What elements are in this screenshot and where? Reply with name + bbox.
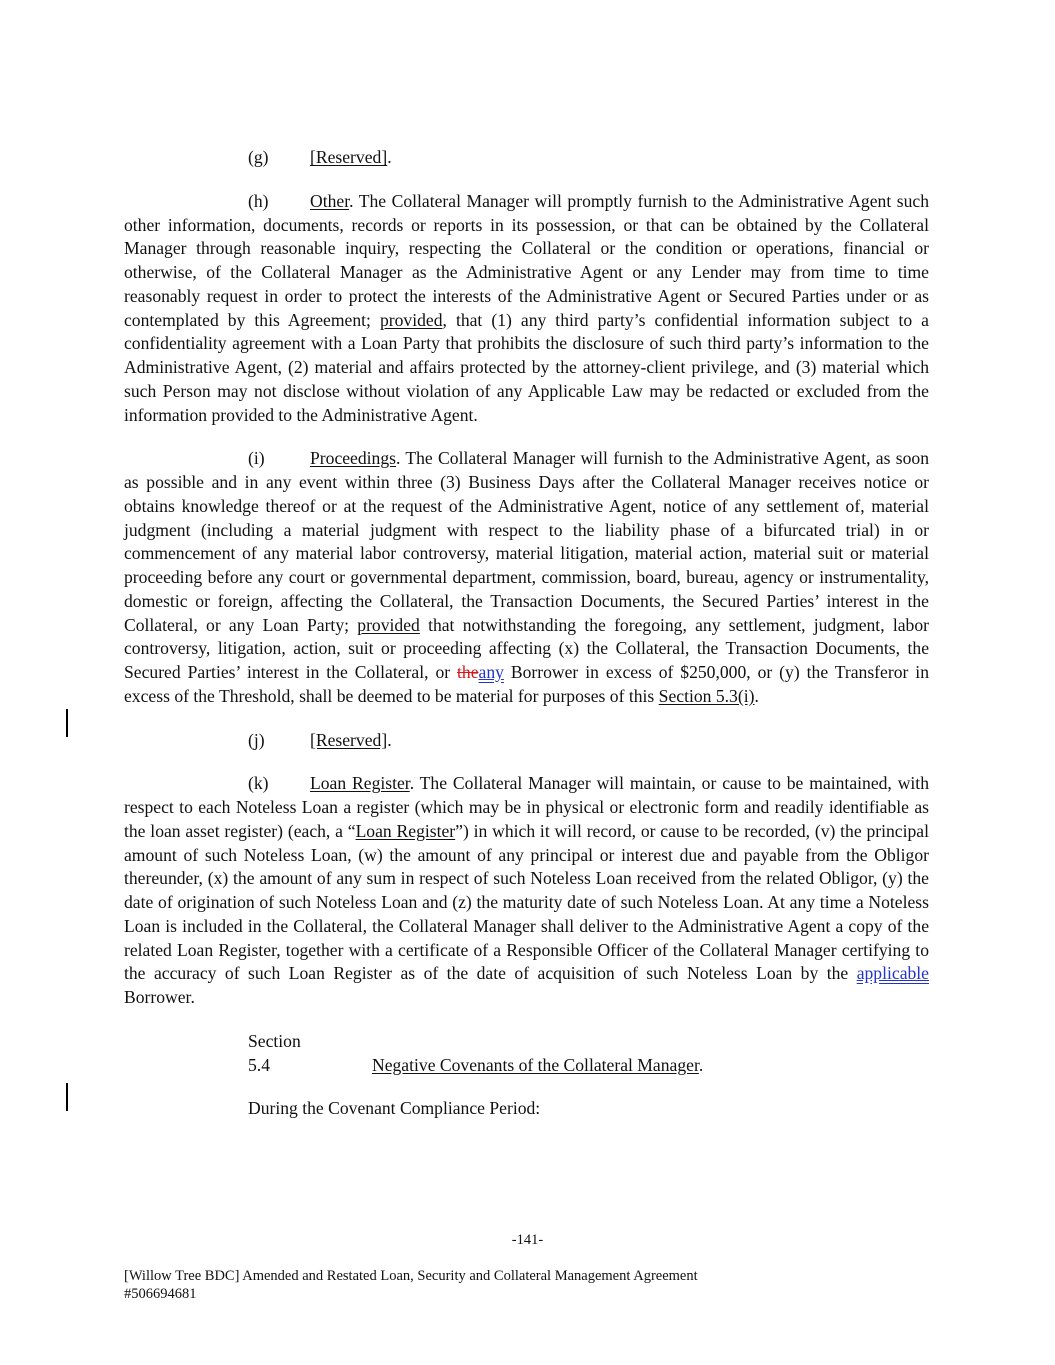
section-title: [Reserved] [310, 729, 388, 750]
section-j: (j) [Reserved]. [124, 729, 929, 753]
deleted-text: the [457, 662, 479, 682]
enum-label: (h) [248, 190, 269, 211]
section-i: (i) Proceedings. The Collateral Manager will furnish to the Administrative Agent, as soon as possible and in any event within three (3) Business Days after the Collateral Manager receives notice or obtains knowledge thereof or at the request of the Administrative Agent, notice of any settlement of, material judgment (including a material judgment with respect to the liability phase of a bifurcated trial) in or commencement of any material labor controversy, material litigation, material action, material suit or material proceeding before any court or governmental department, commission, board, bureau, agency or instrumentality, domestic or foreign, affecting the Collateral, the Transaction Documents, the Secured Parties’ interest in the Collateral, or any Loan Party; provided that notwithstanding the foregoing, any settlement, judgment, labor controversy, litigation, action, suit or proceeding affecting (x) the Collateral, the Transaction Documents, the Secured Parties’ interest in the Collateral, or theany Borrower in excess of $250,000, or (y) the Transferor in excess of the Threshold, shall be deemed to be material for purposes of this Section 5.3(i). [124, 448, 929, 706]
enum-label: (j) [248, 729, 265, 750]
section-h: (h) Other. The Collateral Manager will promptly furnish to the Administrative Agent such other information, documents, records or reports in its possession, or that can be obtained by the Collateral Manager through reasonable inquiry, respecting the Collateral or the condition or operations, financial or otherwise, of the Collateral Manager as the Administrative Agent or any Lender may from time to time reasonably request in order to protect the interests of the Administrative Agent or Secured Parties under or as contemplated by this Agreement; provided, that (1) any third party’s confidential information subject to a confidentiality agreement with a Loan Party that prohibits the disclosure of such third party’s information to the Administrative Agent, (2) material and affairs protected by the attorney-client privilege, and (3) material which such Person may not disclose without violation of any Applicable Law may be redacted or excluded from the information provided to the Administrative Agent. [124, 190, 929, 425]
section-g: (g) [Reserved]. [124, 146, 929, 170]
document-body [124, 146, 929, 1141]
enum-label: (i) [248, 448, 265, 469]
covenant-intro: During the Covenant Compliance Period: [248, 1098, 541, 1119]
section-title: Loan Register [310, 773, 410, 794]
change-bar [66, 709, 68, 737]
enum-label: (g) [248, 147, 269, 167]
provided-term: provided [357, 614, 420, 635]
section-number: Section 5.4 [248, 1030, 301, 1075]
footer-doc-id: #506694681 [124, 1285, 197, 1302]
section-title: Other [310, 190, 350, 211]
section-5-4-heading: Section 5.4 Negative Covenants of the Collateral Manager. [248, 1030, 929, 1078]
inserted-text: any [478, 662, 504, 682]
footer-title: [Willow Tree BDC] Amended and Restated Loan, Security and Collateral Management Agreement [124, 1268, 698, 1284]
section-reference: Section 5.3(i) [658, 685, 755, 706]
section-title: Proceedings [310, 448, 396, 469]
section-title: Negative Covenants of the Collateral Manager [372, 1054, 699, 1075]
footer [124, 1268, 698, 1303]
defined-term: Loan Register [355, 820, 456, 841]
enum-label: (k) [248, 773, 269, 794]
provided-term: provided [379, 309, 443, 330]
section-k: (k) Loan Register. The Collateral Manager will maintain, or cause to be maintained, with respect to each Noteless Loan a register (which may be in physical or electronic form and readily identifiable as the loan asset register) (each, a “Loan Register”) in which it will record, or cause to be recorded, (v) the principal amount of such Noteless Loan, (w) the amount of any principal or interest due and payable from the Obligor thereunder, (x) the amount of any sum in respect of such Noteless Loan received from the related Obligor, (y) the date of origination of such Noteless Loan and (z) the maturity date of such Noteless Loan. At any time a Noteless Loan is included in the Collateral, the Collateral Manager shall deliver to the Administrative Agent a copy of the related Loan Register, together with a certificate of a Responsible Officer of the Collateral Manager certifying to the accuracy of such Loan Register as of the date of acquisition of such Noteless Loan by the applicable Borrower. [124, 773, 929, 1007]
section-title: [Reserved] [310, 147, 388, 167]
change-bar [66, 1083, 68, 1111]
page-number: -141- [511, 1232, 544, 1248]
inserted-text: applicable [856, 963, 929, 984]
